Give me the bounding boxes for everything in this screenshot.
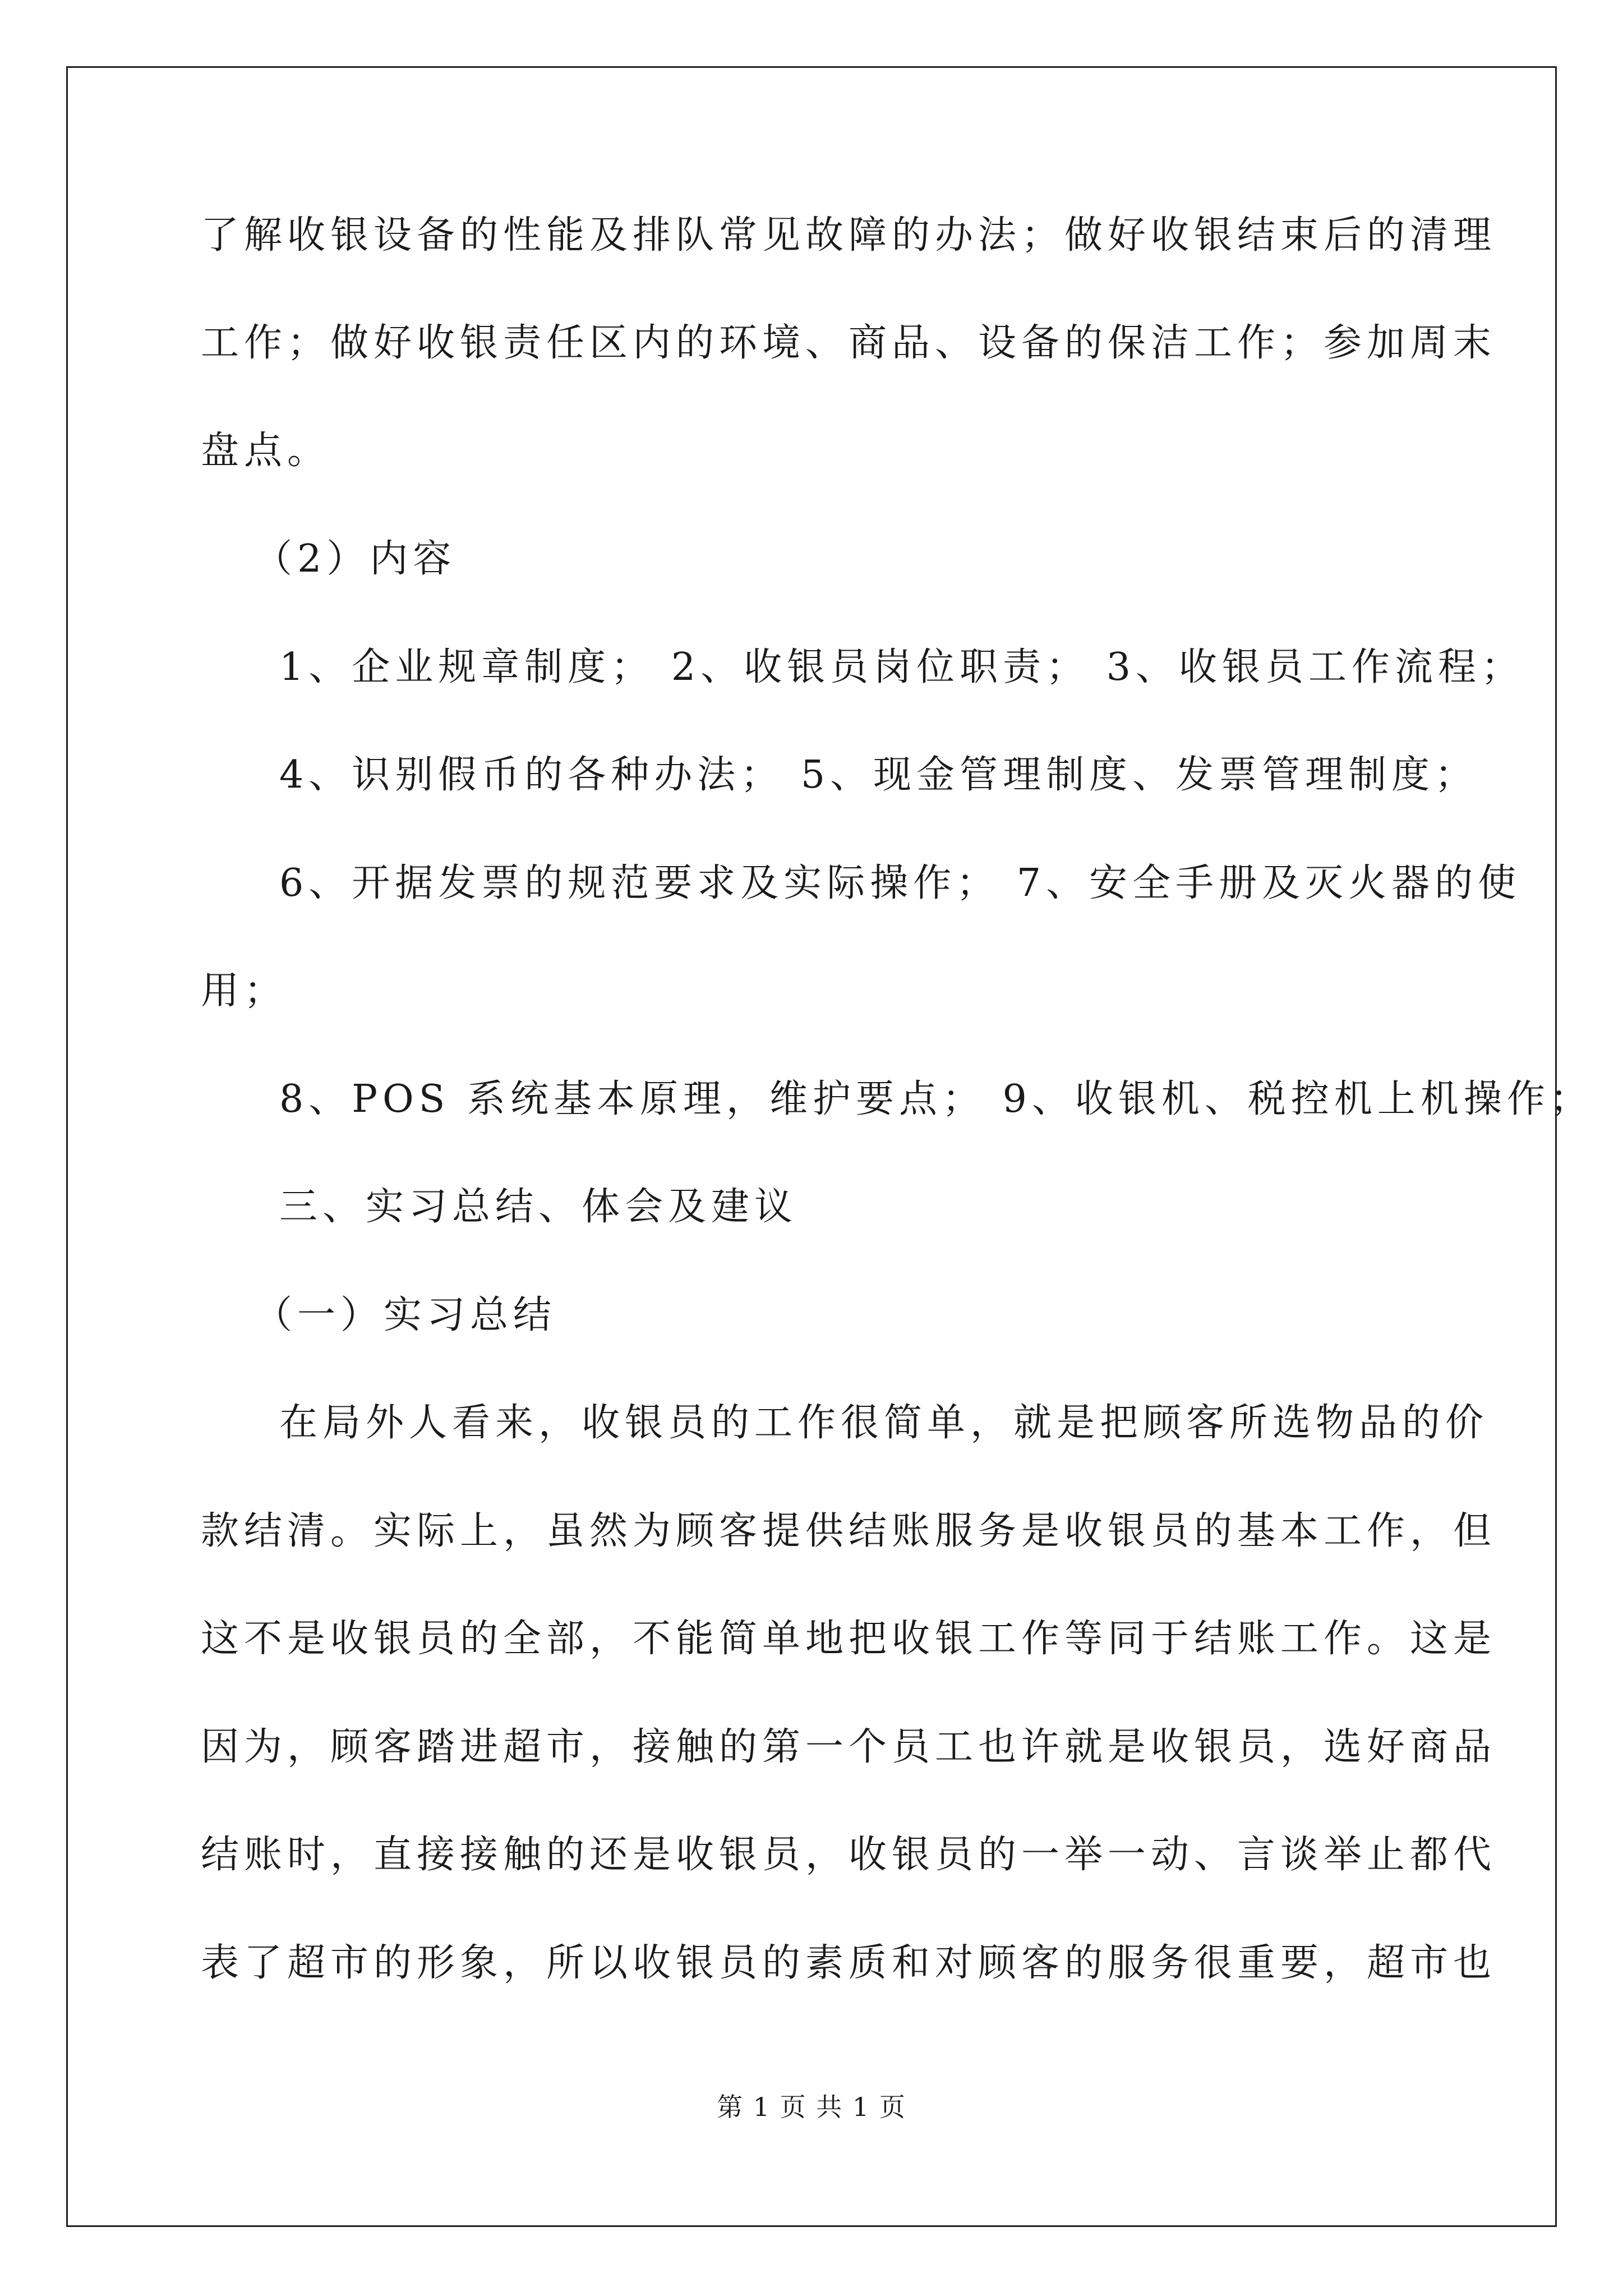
body-line: 了解收银设备的性能及排队常见故障的办法；做好收银结束后的清理	[201, 213, 1497, 257]
list-item: 8、POS 系统基本原理，维护要点； 9、收银机、税控机上机操作；	[279, 1077, 1593, 1121]
page-border	[66, 66, 1557, 2227]
body-line: 款结清。实际上，虽然为顾客提供结账服务是收银员的基本工作，但	[201, 1509, 1497, 1553]
body-line: 因为，顾客踏进超市，接触的第一个员工也许就是收银员，选好商品	[201, 1725, 1497, 1769]
body-line: 表了超市的形象，所以收银员的素质和对顾客的服务很重要，超市也	[201, 1941, 1497, 1985]
section-heading: （2）内容	[254, 537, 457, 581]
body-line: 这不是收银员的全部，不能简单地把收银工作等同于结账工作。这是	[201, 1617, 1497, 1661]
page-footer: 第 1 页 共 1 页	[717, 2092, 906, 2122]
body-line: 工作；做好收银责任区内的环境、商品、设备的保洁工作；参加周末	[201, 321, 1497, 365]
subsection-heading: （一）实习总结	[254, 1293, 557, 1337]
list-item: 4、识别假币的各种办法； 5、现金管理制度、发票管理制度；	[279, 753, 1478, 797]
body-line: 盘点。	[201, 429, 331, 473]
body-line: 用；	[201, 969, 288, 1013]
list-item: 6、开据发票的规范要求及实际操作； 7、安全手册及灭火器的使	[279, 861, 1521, 905]
body-line: 在局外人看来，收银员的工作很简单，就是把顾客所选物品的价	[279, 1401, 1489, 1445]
list-item: 1、企业规章制度； 2、收银员岗位职责； 3、收银员工作流程；	[279, 645, 1525, 689]
section-heading: 三、实习总结、体会及建议	[279, 1185, 798, 1229]
body-line: 结账时，直接接触的还是收银员，收银员的一举一动、言谈举止都代	[201, 1833, 1497, 1877]
